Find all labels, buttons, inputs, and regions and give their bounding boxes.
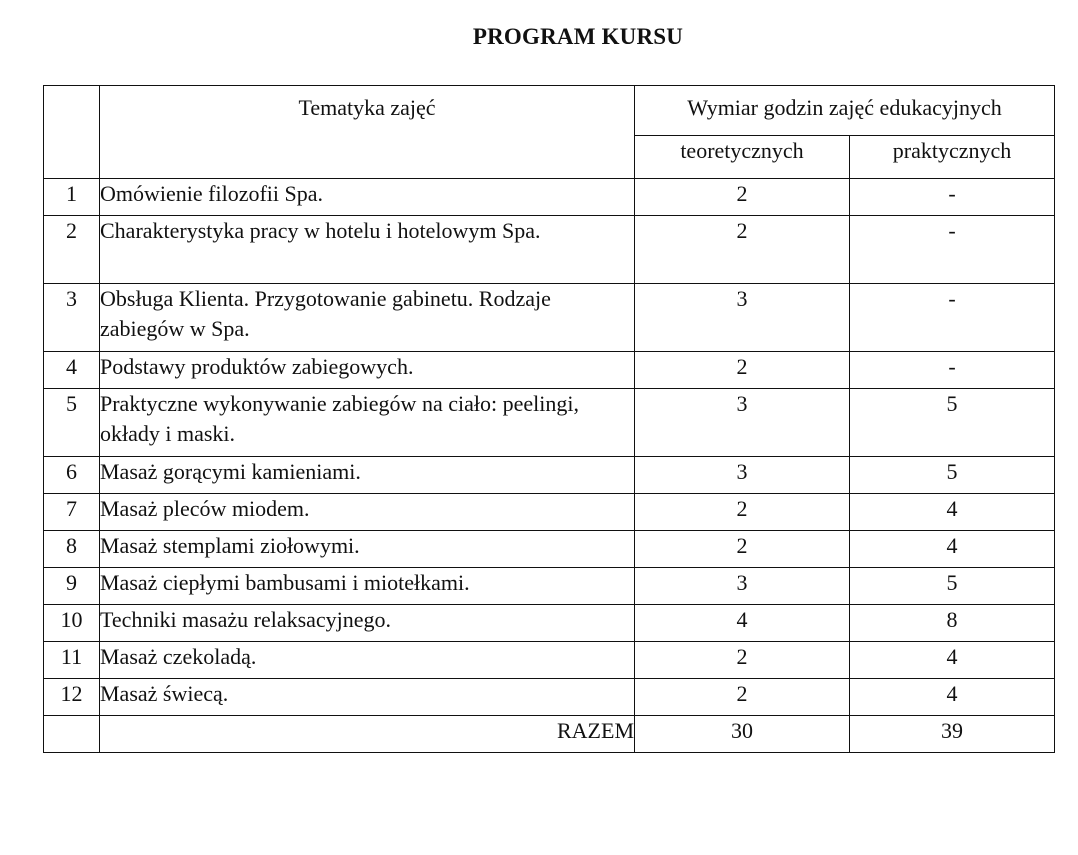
row-number: 4 (44, 352, 100, 389)
row-topic: Podstawy produktów zabiegowych. (100, 352, 635, 389)
row-theoretical: 4 (635, 605, 850, 642)
header-practical: praktycznych (850, 136, 1055, 179)
row-topic: Omówienie filozofii Spa. (100, 179, 635, 216)
row-practical: 4 (850, 494, 1055, 531)
table-row (44, 179, 1055, 216)
table-row (44, 494, 1055, 531)
row-practical: 5 (850, 568, 1055, 605)
header-number (44, 86, 100, 179)
row-practical: 4 (850, 679, 1055, 716)
row-practical: 5 (850, 457, 1055, 494)
row-theoretical: 2 (635, 216, 850, 284)
total-theoretical: 30 (635, 716, 850, 753)
header-topic: Tematyka zajęć (100, 86, 635, 179)
row-theoretical: 3 (635, 457, 850, 494)
row-theoretical: 2 (635, 352, 850, 389)
table-row (44, 679, 1055, 716)
row-number: 9 (44, 568, 100, 605)
row-number: 12 (44, 679, 100, 716)
table-row (44, 531, 1055, 568)
row-topic: Praktyczne wykonywanie zabiegów na ciało: peelingi, okłady i maski. (100, 389, 635, 457)
row-number: 10 (44, 605, 100, 642)
table-row (44, 642, 1055, 679)
table-row (44, 284, 1055, 352)
row-practical: 4 (850, 642, 1055, 679)
row-topic: Masaż ciepłymi bambusami i miotełkami. (100, 568, 635, 605)
row-number: 7 (44, 494, 100, 531)
row-number: 11 (44, 642, 100, 679)
header-hours-group: Wymiar godzin zajęć edukacyjnych (635, 86, 1055, 136)
row-topic: Obsługa Klienta. Przygotowanie gabinetu. Rodzaje zabiegów w Spa. (100, 284, 635, 352)
header-theoretical: teoretycznych (635, 136, 850, 179)
total-label: RAZEM (100, 716, 635, 753)
table-row (44, 457, 1055, 494)
row-theoretical: 3 (635, 568, 850, 605)
row-number: 1 (44, 179, 100, 216)
row-topic: Techniki masażu relaksacyjnego. (100, 605, 635, 642)
total-practical: 39 (850, 716, 1055, 753)
table-row (44, 352, 1055, 389)
row-practical: - (850, 216, 1055, 284)
row-practical: 8 (850, 605, 1055, 642)
row-topic: Masaż stemplami ziołowymi. (100, 531, 635, 568)
row-number: 8 (44, 531, 100, 568)
row-number: 3 (44, 284, 100, 352)
table-row (44, 568, 1055, 605)
row-topic: Masaż czekoladą. (100, 642, 635, 679)
row-theoretical: 3 (635, 284, 850, 352)
row-number: 5 (44, 389, 100, 457)
row-practical: - (850, 284, 1055, 352)
row-theoretical: 2 (635, 179, 850, 216)
row-practical: - (850, 352, 1055, 389)
row-practical: 4 (850, 531, 1055, 568)
row-theoretical: 2 (635, 642, 850, 679)
row-practical: - (850, 179, 1055, 216)
header-row (44, 86, 1055, 136)
row-theoretical: 3 (635, 389, 850, 457)
page-title: PROGRAM KURSU (472, 24, 684, 49)
row-topic: Masaż pleców miodem. (100, 494, 635, 531)
row-topic: Masaż gorącymi kamieniami. (100, 457, 635, 494)
total-row (44, 716, 1055, 753)
table-row (44, 389, 1055, 457)
table-row (44, 605, 1055, 642)
row-number: 2 (44, 216, 100, 284)
total-number-cell (44, 716, 100, 753)
row-topic: Charakterystyka pracy w hotelu i hotelowym Spa. (100, 216, 635, 284)
row-topic: Masaż świecą. (100, 679, 635, 716)
row-theoretical: 2 (635, 494, 850, 531)
row-number: 6 (44, 457, 100, 494)
row-practical: 5 (850, 389, 1055, 457)
table-row (44, 216, 1055, 284)
row-theoretical: 2 (635, 531, 850, 568)
course-program-table (43, 85, 1055, 753)
row-theoretical: 2 (635, 679, 850, 716)
